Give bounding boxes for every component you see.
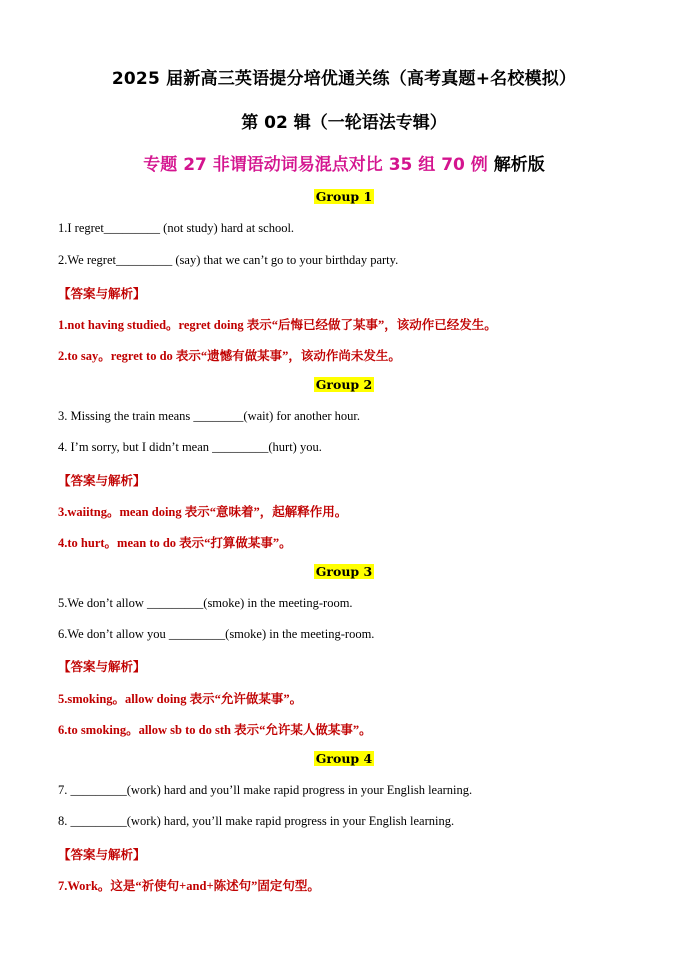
doc-title-series: 2025 届新高三英语提分培优通关练（高考真题+名校模拟） xyxy=(111,69,577,89)
question-item: 7. _________(work) hard and you’ll make rapid progress in your English learning. xyxy=(58,783,473,797)
question-item: 3. Missing the train means ________(wait) for another hour. xyxy=(58,409,361,423)
question-item: 2.We regret_________ (say) that we can’t go to your birthday party. xyxy=(58,253,399,267)
answer-item: 6.to smoking。allow sb to do sth 表示“允许某人做某事”。 xyxy=(58,723,372,737)
group-heading: Group 1 xyxy=(315,189,373,204)
answer-heading: 【答案与解析】 xyxy=(58,659,146,674)
question-item: 4. I’m sorry, but I didn’t mean _________(hurt) you. xyxy=(58,440,322,454)
topic-edition: 解析版 xyxy=(487,155,545,175)
answer-item: 1.not having studied。regret doing 表示“后悔已经做了某事”，该动作已经发生。 xyxy=(58,318,497,332)
group-heading: Group 3 xyxy=(315,564,373,579)
answer-item: 7.Work。这是“祈使句+and+陈述句”固定句型。 xyxy=(58,879,320,893)
question-item: 1.I regret_________ (not study) hard at school. xyxy=(58,221,295,235)
answer-item: 4.to hurt。mean to do 表示“打算做某事”。 xyxy=(58,536,292,550)
doc-title-volume: 第 02 辑（一轮语法专辑） xyxy=(241,113,447,133)
question-item: 8. _________(work) hard, you’ll make rapid progress in your English learning. xyxy=(58,814,455,828)
question-item: 5.We don’t allow _________(smoke) in the meeting-room. xyxy=(58,596,353,610)
doc-title-topic xyxy=(0,150,688,175)
answer-heading: 【答案与解析】 xyxy=(58,286,146,301)
answer-item: 5.smoking。allow doing 表示“允许做某事”。 xyxy=(58,692,303,706)
question-item: 6.We don’t allow you _________(smoke) in the meeting-room. xyxy=(58,627,375,641)
answer-heading: 【答案与解析】 xyxy=(58,473,146,488)
group-heading: Group 4 xyxy=(315,751,373,766)
group-heading: Group 2 xyxy=(315,377,373,392)
answer-item: 2.to say。regret to do 表示“遗憾有做某事”，该动作尚未发生。 xyxy=(58,349,401,363)
answer-heading: 【答案与解析】 xyxy=(58,847,146,862)
topic-main: 专题 27 非谓语动词易混点对比 35 组 70 例 xyxy=(143,155,488,175)
answer-item: 3.waiitng。mean doing 表示“意味着”，起解释作用。 xyxy=(58,505,348,519)
